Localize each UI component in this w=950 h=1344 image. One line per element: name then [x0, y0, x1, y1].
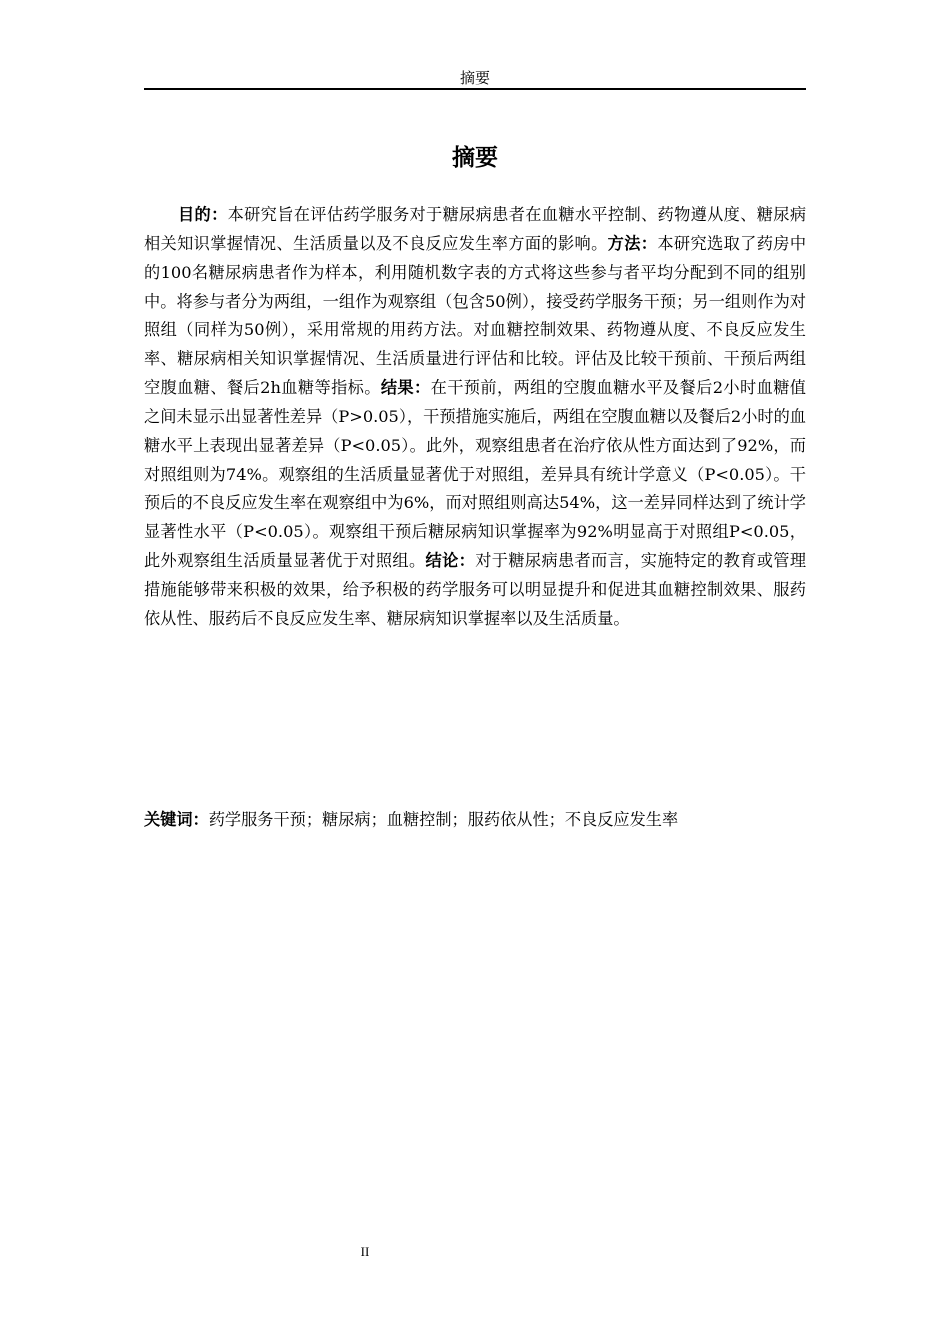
- results-label: 结果：: [380, 378, 431, 398]
- methods-label: 方法：: [607, 233, 658, 253]
- keywords-label: 关键词：: [144, 810, 209, 829]
- methods-text: 本研究选取了药房中的100名糖尿病患者作为样本，利用随机数字表的方式将这些参与者平均分配到不同的组别中。将参与者分为两组，一组作为观察组（包含50例），接受药学服务干预；另一组则作为对照组（同样为50例），采用常规的用药方法。对血糖控制效果、药物遵从度、不良反应发生率、糖尿病相关知识掌握情况、生活质量进行评估和比较。评估及比较干预前、干预后两组空腹血糖、餐后2h血糖等指标。: [144, 233, 807, 398]
- running-header: 摘要: [459, 69, 490, 87]
- keywords-text: 药学服务干预；糖尿病；血糖控制；服药依从性；不良反应发生率: [208, 810, 679, 829]
- conclusion-text: 对于糖尿病患者而言，实施特定的教育或管理措施能够带来积极的效果，给予积极的药学服务可以明显提升和促进其血糖控制效果、服药依从性、服药后不良反应发生率、糖尿病知识掌握率以及生活质量。: [144, 551, 807, 628]
- header-divider: [144, 88, 806, 90]
- purpose-text: 本研究旨在评估药学服务对于糖尿病患者在血糖水平控制、药物遵从度、糖尿病相关知识掌握情况、生活质量以及不良反应发生率方面的影响。: [144, 205, 807, 253]
- page-number: II: [360, 1244, 370, 1259]
- conclusion-label: 结论：: [425, 551, 476, 571]
- results-text: 在干预前，两组的空腹血糖水平及餐后2小时血糖值之间未显示出显著性差异（P>0.05），干预措施实施后，两组在空腹血糖以及餐后2小时的血糖水平上表现出显著差异（P<0.05）。此外，观察组患者在治疗依从性方面达到了92%，而对照组则为74%。观察组的生活质量显著优于对照组，差异具有统计学意义（P<0.05）。干预后的不良反应发生率在观察组中为6%，而对照组则高达54%，这一差异同样达到了统计学显著性水平（P<0.05）。观察组干预后糖尿病知识掌握率为92%明显高于对照组P<0.05，此外观察组生活质量显著优于对照组。: [144, 378, 806, 571]
- purpose-label: 目的：: [178, 205, 228, 224]
- page-title: 摘要: [452, 145, 498, 171]
- abstract-paragraph: [144, 201, 806, 634]
- keywords-line: [144, 806, 806, 834]
